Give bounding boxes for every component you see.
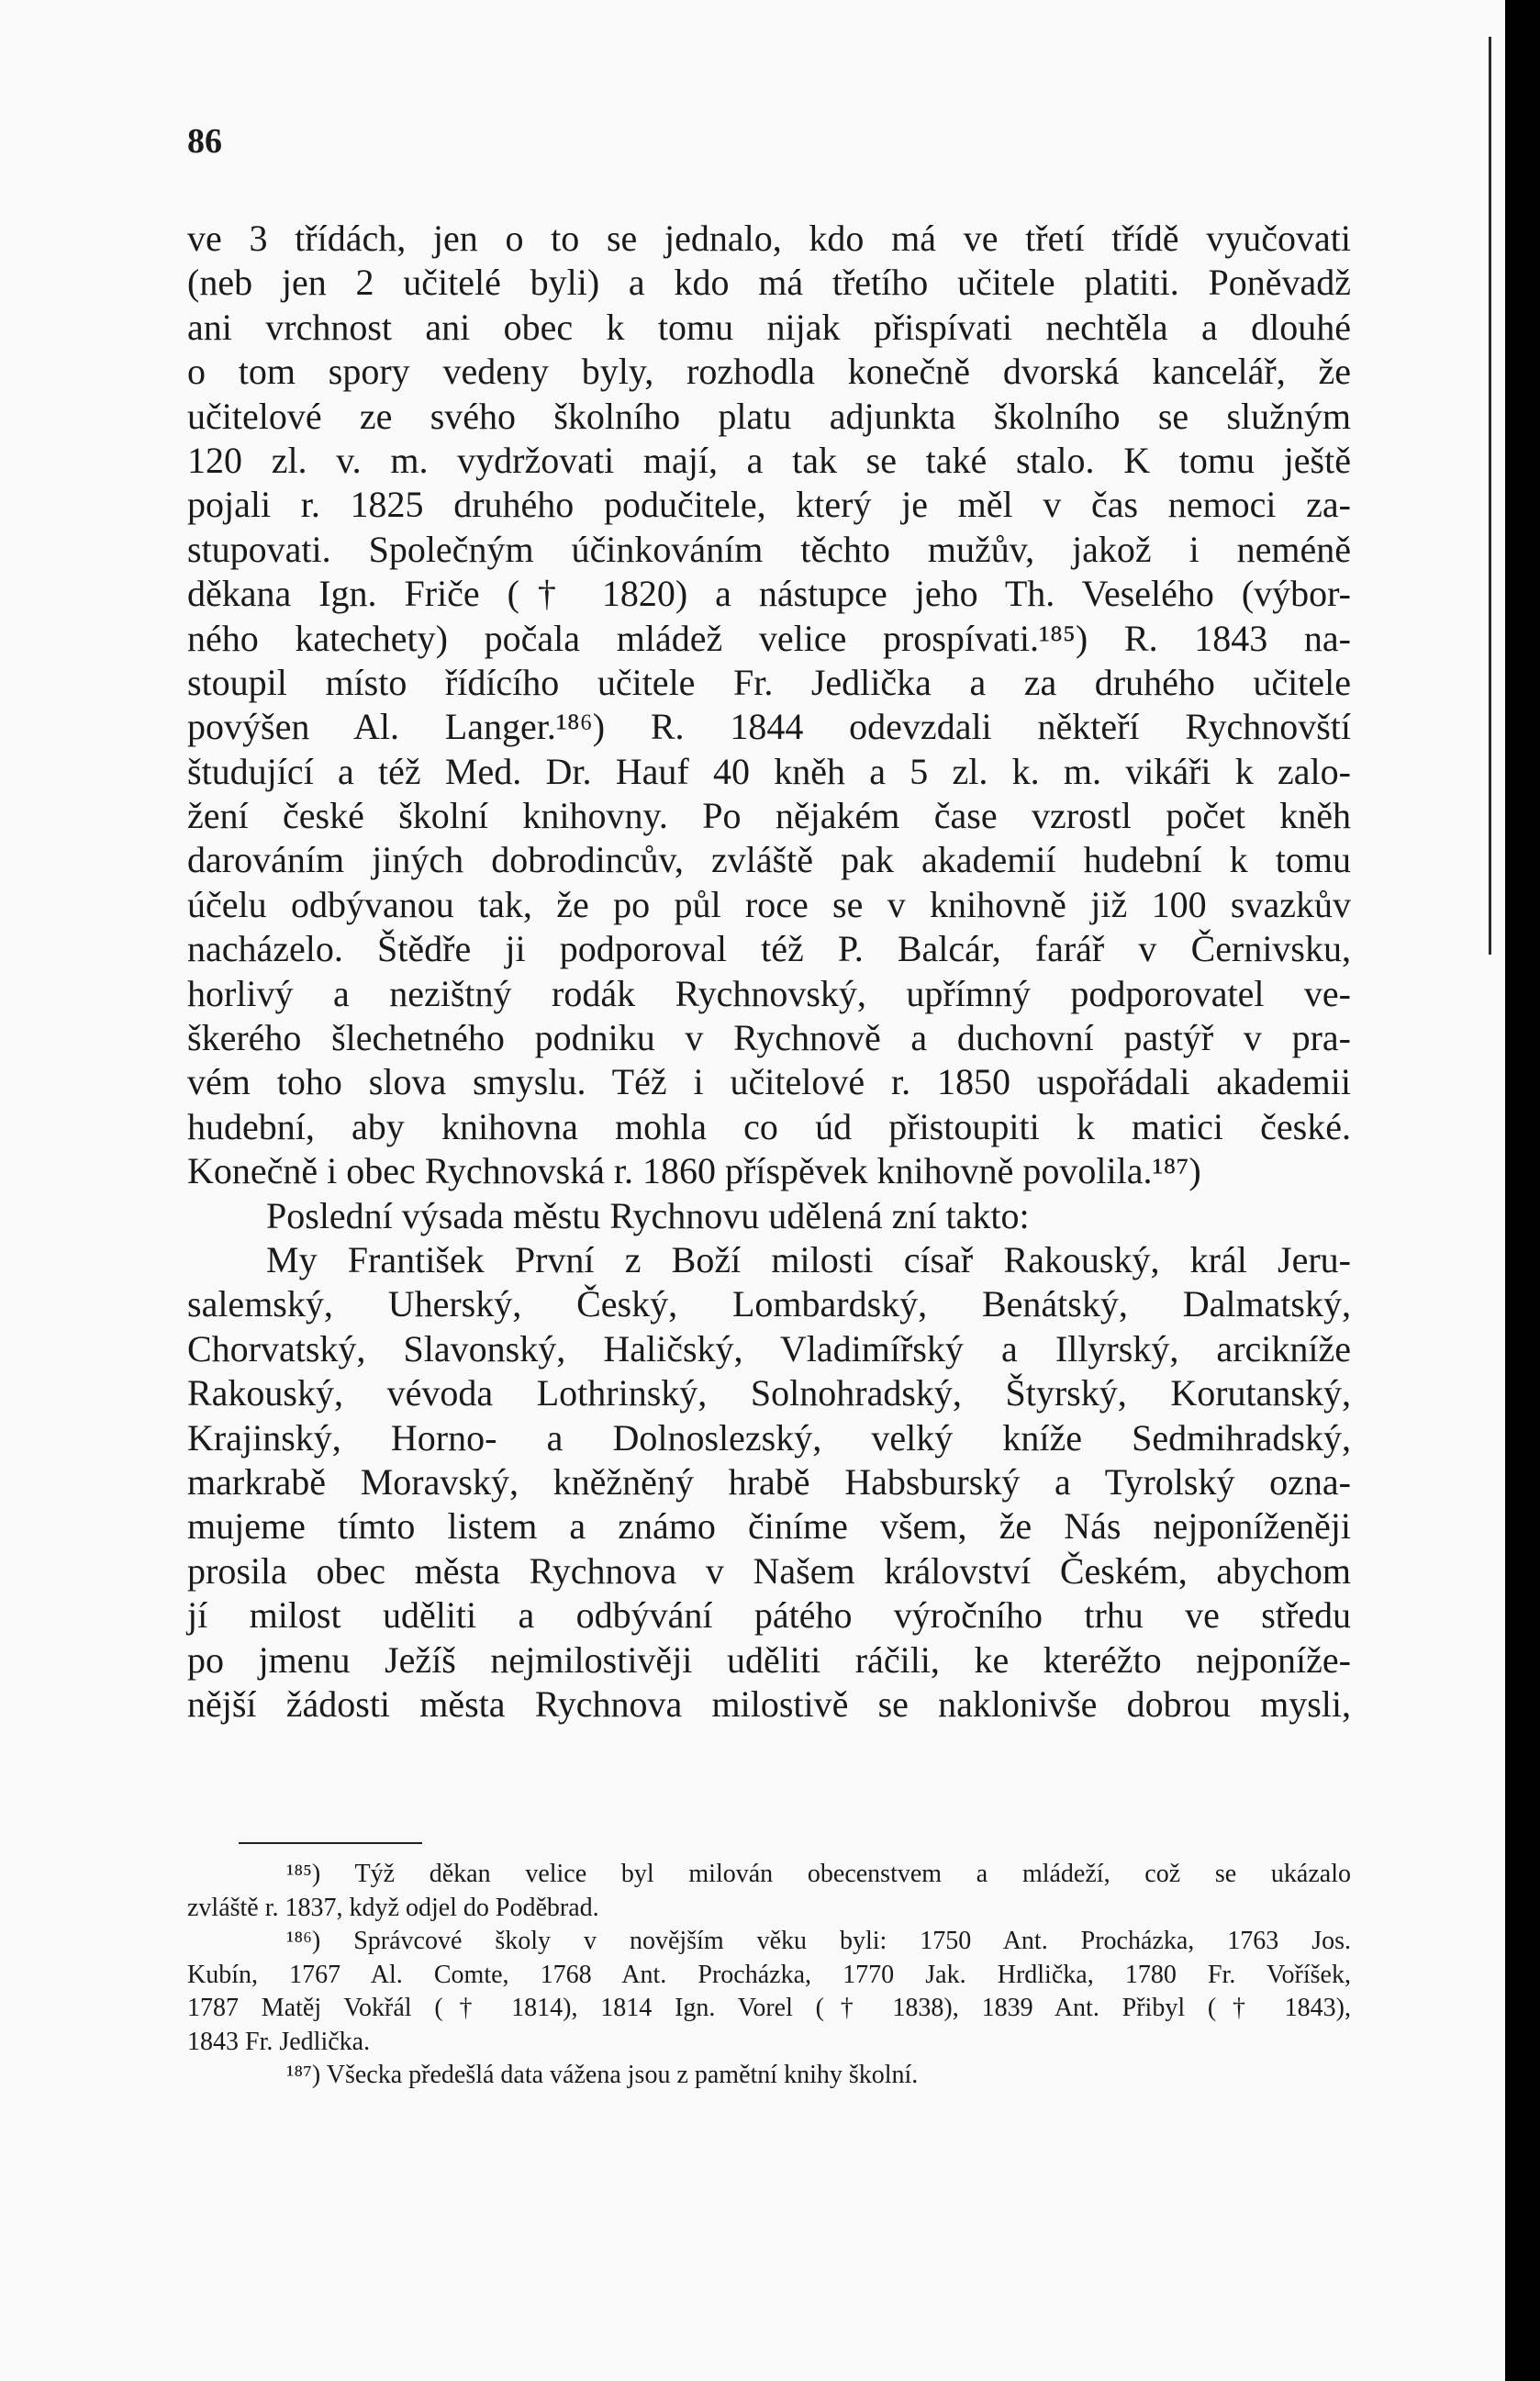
text-line: Chorvatský, Slavonský, Haličský, Vladimířský a Illyrský, arcikníže [187,1327,1351,1369]
footnote-186-line: ¹⁸⁶) Správcové školy v novějším věku byli: 1750 Ant. Procházka, 1763 Jos. [286,1927,1351,1955]
text-line: ani vrchnost ani obec k tomu nijak přispívati nechtěla a dlouhé [187,306,1351,348]
text-line: děkana Ign. Friče († 1820) a nástupce jeho Th. Veselého (výbor- [187,573,1351,615]
text-line: nacházelo. Štědře ji podporoval též P. Balcár, farář v Černivsku, [187,928,1351,970]
text-line: pojali r. 1825 druhého podučitele, který je měl v čas nemoci za- [187,484,1351,526]
text-line: mujeme tímto listem a známo činíme všem, že Nás nejponíženěji [187,1505,1351,1548]
footnote-185-line: zvláště r. 1837, když odjel do Poděbrad. [187,1893,599,1922]
text-line: jí milost uděliti a odbývání pátého výročního trhu ve středu [187,1594,1351,1637]
text-line: Krajinský, Horno- a Dolnoslezský, velký kníže Sedmihradský, [187,1416,1351,1459]
text-line: prosila obec města Rychnova v Našem království Českém, abychom [187,1549,1351,1592]
footnote-185-line: ¹⁸⁵) Týž děkan velice byl milován obecenstvem a mládeží, což se ukázalo [286,1860,1351,1888]
text-line: (neb jen 2 učitelé byli) a kdo má třetího učitele platiti. Poněvadž [187,262,1351,304]
footnote-186-line: Kubín, 1767 Al. Comte, 1768 Ant. Procházka, 1770 Jak. Hrdlička, 1780 Fr. Voříšek, [187,1960,1351,1989]
text-line: salemský, Uherský, Český, Lombardský, Benátský, Dalmatský, [187,1283,1351,1325]
text-line: hudební, aby knihovna mohla co úd přistoupiti k matici české. [187,1105,1351,1147]
text-line: darováním jiných dobrodincův, zvláště pak akademií hudební k tomu [187,839,1351,881]
text-line: My František První z Boží milosti císař Rakouský, král Jeru- [266,1238,1351,1280]
text-line: škerého šlechetného podniku v Rychnově a duchovní pastýř v pra- [187,1017,1351,1059]
footnote-187-line: ¹⁸⁷) Všecka předešlá data vážena jsou z pamětní knihy školní. [286,2061,919,2089]
text-line: stoupil místo řídícího učitele Fr. Jedlička a za druhého učitele [187,661,1351,703]
text-line: žení české školní knihovny. Po nějakém čase vzrostl počet kněh [187,795,1351,837]
text-line: učitelové ze svého školního platu adjunkta školního se služným [187,395,1351,437]
text-line: povýšen Al. Langer.¹⁸⁶) R. 1844 odevzdali někteří Rychnovští [187,706,1351,748]
text-line: markrabě Moravský, kněžněný hrabě Habsburský a Tyrolský ozna- [187,1460,1351,1503]
text-line: ve 3 třídách, jen o to se jednalo, kdo má ve třetí třídě vyučovati [187,218,1351,259]
scan-border [1505,0,1540,2381]
text-line: ného katechety) počala mládež velice prospívati.¹⁸⁵) R. 1843 na- [187,617,1351,659]
text-line: horlivý a nezištný rodák Rychnovský, upřímný podporovatel ve- [187,972,1351,1014]
text-line: Rakouský, vévoda Lothrinský, Solnohradský, Štyrský, Korutanský, [187,1372,1351,1414]
page-edge-shadow [1489,37,1491,955]
text-line: stupovati. Společným účinkováním těchto mužův, jakož i neméně [187,528,1351,570]
text-line: nější žádosti města Rychnova milostivě se naklonivše dobrou mysli, [187,1682,1351,1725]
text-line: Konečně i obec Rychnovská r. 1860 příspěvek knihovně povolila.¹⁸⁷) [187,1150,1201,1192]
section-heading-line: Poslední výsada městu Rychnovu udělená zní takto: [266,1194,1030,1236]
text-line: po jmenu Ježíš nejmilostivěji uděliti ráčili, ke kteréžto nejponíže- [187,1638,1351,1681]
footnote-divider [239,1842,422,1844]
text-line: 120 zl. v. m. vydržovati mají, a tak se také stalo. K tomu ještě [187,439,1351,481]
text-line: študující a též Med. Dr. Hauf 40 kněh a 5 zl. k. m. vikáři k zalo- [187,750,1351,792]
text-line: o tom spory vedeny byly, rozhodla konečně dvorská kancelář, že [187,351,1351,393]
text-line: vém toho slova smyslu. Též i učitelové r. 1850 uspořádali akademii [187,1061,1351,1103]
footnotes [187,1858,1351,2093]
body-text [187,217,1351,1727]
footnote-186-line: 1843 Fr. Jedlička. [187,2027,371,2056]
footnote-186-line: 1787 Matěj Vokřál († 1814), 1814 Ign. Vorel († 1838), 1839 Ant. Přibyl († 1843), [187,1994,1351,2022]
page-number: 86 [187,122,222,161]
text-line: účelu odbývanou tak, že po půl roce se v knihovně již 100 svazkův [187,883,1351,925]
